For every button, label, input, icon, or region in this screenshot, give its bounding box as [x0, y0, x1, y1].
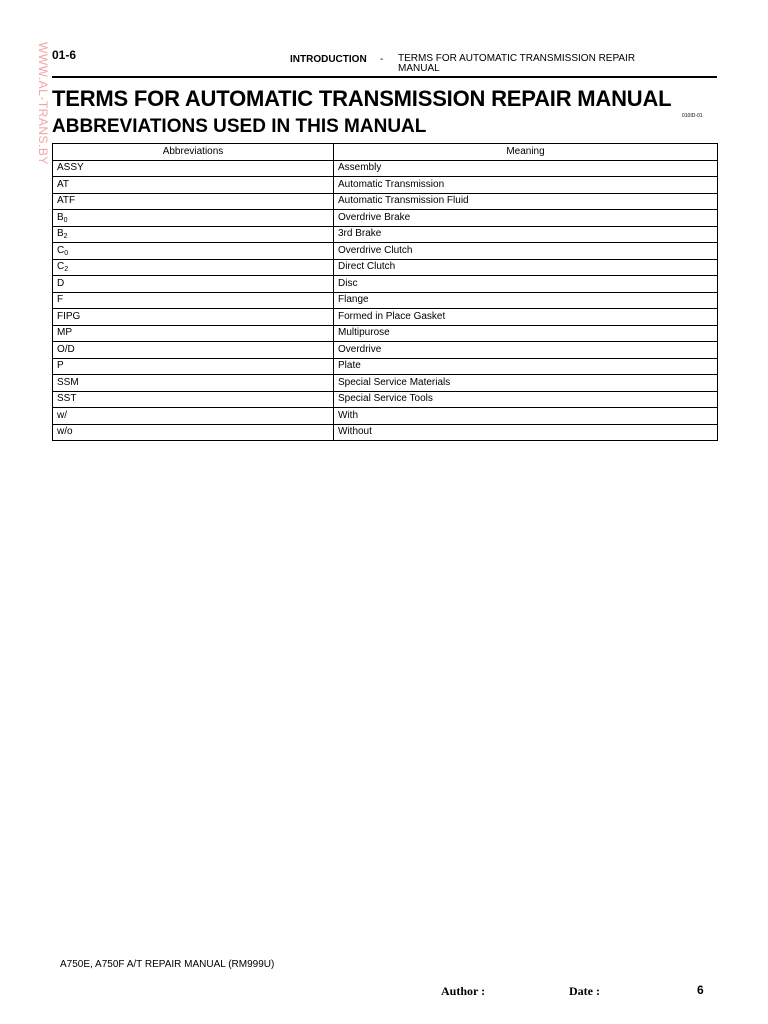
- meaning-cell: Disc: [334, 276, 718, 293]
- meaning-cell: Flange: [334, 292, 718, 309]
- page-title: TERMS FOR AUTOMATIC TRANSMISSION REPAIR MANUAL: [52, 86, 672, 111]
- footer-date-label: Date :: [569, 984, 600, 998]
- meaning-cell: Automatic Transmission Fluid: [334, 193, 718, 210]
- abbreviation-cell: [53, 160, 334, 177]
- abbreviation-text: FIPG: [57, 310, 81, 322]
- abbreviation-cell: [53, 243, 334, 260]
- abbreviation-subscript: 0: [63, 216, 68, 224]
- meaning-cell: Overdrive Brake: [334, 210, 718, 227]
- abbreviation-cell: [53, 292, 334, 309]
- abbreviation-subscript: 0: [64, 249, 69, 257]
- table-row: [53, 276, 718, 293]
- table-row: [53, 193, 718, 210]
- abbreviation-text: O/D: [57, 343, 75, 355]
- table-row: [53, 243, 718, 260]
- abbreviation-text: C: [57, 261, 65, 273]
- abbreviation-cell: [53, 309, 334, 326]
- abbreviation-text: ATF: [57, 195, 76, 207]
- table-row: [53, 358, 718, 375]
- abbreviation-text: F: [57, 294, 64, 306]
- header-topic: TERMS FOR AUTOMATIC TRANSMISSION REPAIR MANUAL: [398, 53, 636, 74]
- abbreviation-cell: [53, 210, 334, 227]
- abbreviation-cell: [53, 408, 334, 425]
- abbreviation-cell: [53, 375, 334, 392]
- abbreviation-cell: [53, 391, 334, 408]
- meaning-cell: Multipurose: [334, 325, 718, 342]
- footer-page-number: 6: [697, 983, 704, 997]
- meaning-cell: Special Service Materials: [334, 375, 718, 392]
- meaning-cell: 3rd Brake: [334, 226, 718, 243]
- abbreviation-text: w/o: [57, 426, 73, 438]
- meaning-cell: Plate: [334, 358, 718, 375]
- table-row: [53, 160, 718, 177]
- abbreviation-cell: [53, 358, 334, 375]
- abbreviation-text: B: [57, 211, 64, 223]
- header-divider: [52, 76, 717, 78]
- table-row: [53, 259, 718, 276]
- abbreviation-text: w/: [57, 409, 67, 421]
- abbreviation-cell: [53, 193, 334, 210]
- abbreviation-subscript: 2: [64, 266, 69, 274]
- column-header-abbreviations: Abbreviations: [53, 144, 334, 161]
- abbreviation-cell: [53, 325, 334, 342]
- table-row: [53, 342, 718, 359]
- table-row: [53, 391, 718, 408]
- table-row: [53, 408, 718, 425]
- abbreviation-text: SSM: [57, 376, 79, 388]
- table-header-row: [53, 144, 718, 161]
- header-separator: -: [380, 54, 384, 65]
- abbreviation-text: MP: [57, 327, 72, 339]
- table-row: [53, 226, 718, 243]
- meaning-cell: With: [334, 408, 718, 425]
- abbreviation-text: D: [57, 277, 65, 289]
- header-section: INTRODUCTION: [290, 54, 367, 65]
- meaning-cell: Special Service Tools: [334, 391, 718, 408]
- table-row: [53, 177, 718, 194]
- table-row: [53, 309, 718, 326]
- meaning-cell: Without: [334, 424, 718, 441]
- watermark: WWW.AL-TRANS.BY: [36, 42, 50, 165]
- page-code: 01-6: [52, 48, 77, 62]
- abbreviation-text: B: [57, 228, 64, 240]
- table-row: [53, 325, 718, 342]
- abbreviation-cell: [53, 177, 334, 194]
- abbreviation-cell: [53, 342, 334, 359]
- abbreviation-text: C: [57, 244, 65, 256]
- section-title: ABBREVIATIONS USED IN THIS MANUAL: [52, 116, 427, 137]
- footer-author-label: Author :: [441, 984, 486, 998]
- abbreviation-subscript: 2: [63, 233, 68, 241]
- meaning-cell: Formed in Place Gasket: [334, 309, 718, 326]
- meaning-cell: Assembly: [334, 160, 718, 177]
- abbreviation-cell: [53, 259, 334, 276]
- abbreviation-cell: [53, 226, 334, 243]
- table-row: [53, 375, 718, 392]
- abbreviation-text: SST: [57, 393, 77, 405]
- meaning-cell: Overdrive Clutch: [334, 243, 718, 260]
- abbreviation-text: AT: [57, 178, 70, 190]
- abbreviation-text: P: [57, 360, 64, 372]
- table-row: [53, 424, 718, 441]
- table-body: [53, 160, 718, 441]
- table-row: [53, 210, 718, 227]
- abbreviation-text: ASSY: [57, 162, 84, 174]
- reference-code: 010ID-01: [682, 113, 703, 119]
- abbreviation-cell: [53, 424, 334, 441]
- footer-manual-title: A750E, A750F A/T REPAIR MANUAL (RM999U): [60, 959, 275, 970]
- column-header-meaning: Meaning: [334, 144, 718, 161]
- meaning-cell: Direct Clutch: [334, 259, 718, 276]
- meaning-cell: Overdrive: [334, 342, 718, 359]
- abbreviations-table: [52, 143, 718, 441]
- abbreviation-cell: [53, 276, 334, 293]
- table-row: [53, 292, 718, 309]
- meaning-cell: Automatic Transmission: [334, 177, 718, 194]
